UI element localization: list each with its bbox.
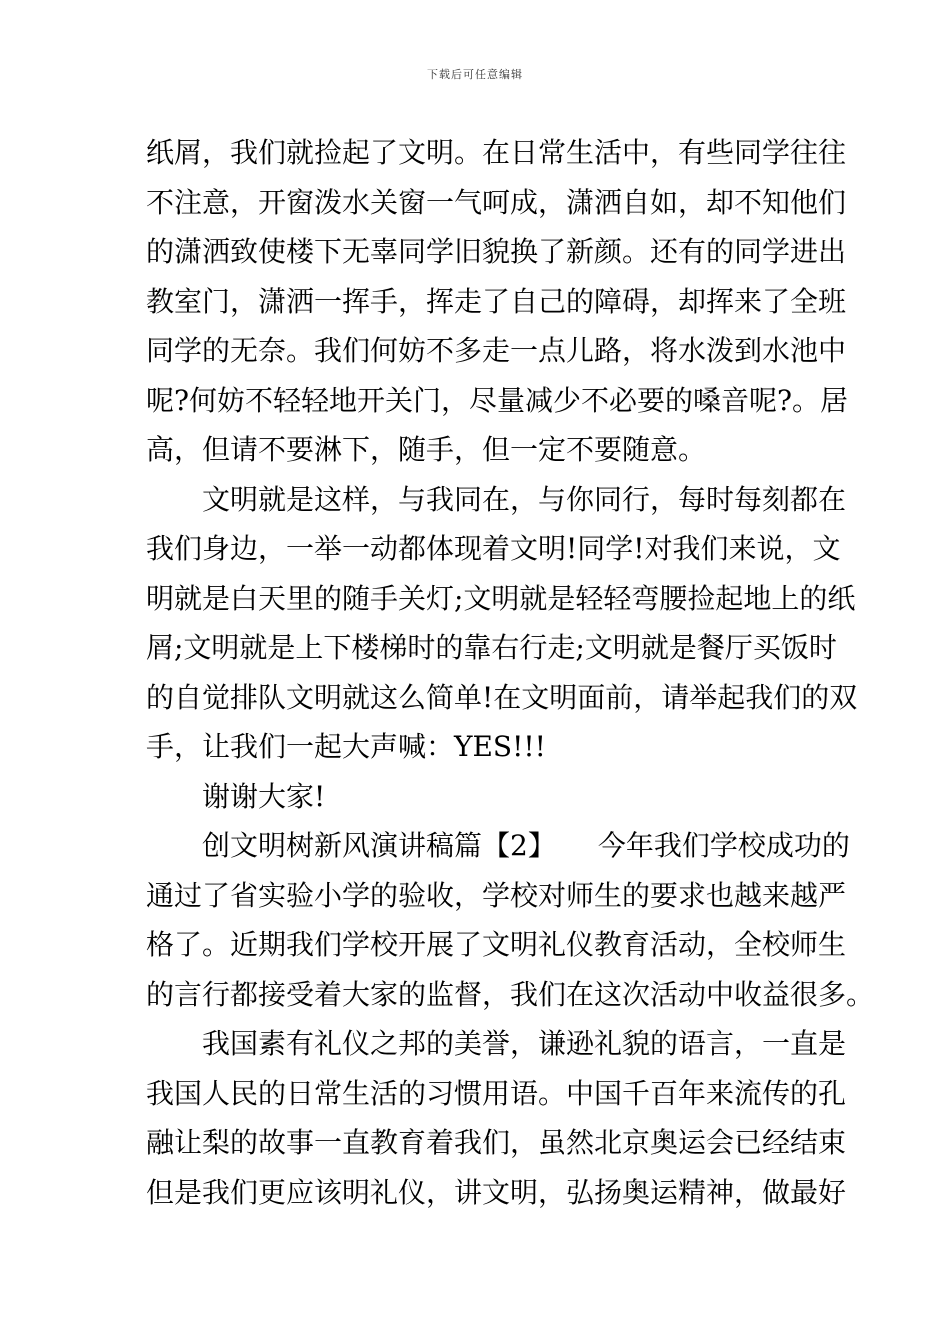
- text-line: 通过了省实验小学的验收，学校对师生的要求也越来越严: [146, 878, 847, 912]
- text-line: 呢?何妨不轻轻地开关门，尽量减少不必要的嗓音呢?。居: [146, 383, 849, 417]
- text-line: 的言行都接受着大家的监督，我们在这次活动中收益很多。: [146, 977, 875, 1011]
- text-line: 创文明树新风演讲稿篇【2】 今年我们学校成功的: [146, 829, 850, 862]
- text-line: 纸屑，我们就捡起了文明。在日常生活中，有些同学往往: [146, 136, 847, 169]
- text-line: 格了。近期我们学校开展了文明礼仪教育活动，全校师生: [146, 928, 847, 961]
- header-note: 下载后可任意编辑: [427, 68, 523, 81]
- text-line: 屑;文明就是上下楼梯时的靠右行走;文明就是餐厅买饭时: [146, 631, 837, 664]
- text-line: 我们身边，一举一动都体现着文明!同学!对我们来说，文: [146, 532, 841, 565]
- text-line: 谢谢大家!: [146, 779, 326, 813]
- text-line: 明就是白天里的随手关灯;文明就是轻轻弯腰捡起地上的纸: [146, 581, 856, 615]
- document-body: [146, 128, 875, 1217]
- text-line: 教室门，潇洒一挥手，挥走了自己的障碍，却挥来了全班: [146, 284, 847, 318]
- text-line: 我国素有礼仪之邦的美誉，谦逊礼貌的语言，一直是: [146, 1027, 847, 1060]
- text-line: 融让梨的故事一直教育着我们，虽然北京奥运会已经结束: [146, 1126, 847, 1159]
- text-line: 的自觉排队文明就这么简单!在文明面前，请举起我们的双: [146, 680, 858, 714]
- text-line: 高，但请不要淋下，随手，但一定不要随意。: [146, 433, 707, 466]
- text-line: 我国人民的日常生活的习惯用语。中国千百年来流传的孔: [146, 1076, 847, 1110]
- text-line: 同学的无奈。我们何妨不多走一点儿路，将水泼到水池中: [146, 334, 847, 367]
- text-line: 手，让我们一起大声喊：YES!!!: [146, 730, 546, 763]
- text-line: 文明就是这样，与我同在，与你同行，每时每刻都在: [146, 482, 847, 516]
- text-line: 的潇洒致使楼下无辜同学旧貌换了新颜。还有的同学进出: [146, 235, 847, 268]
- text-line: 不注意，开窗泼水关窗一气呵成，潇洒自如，却不知他们: [146, 185, 847, 219]
- text-line: 但是我们更应该明礼仪，讲文明，弘扬奥运精神，做最好: [146, 1175, 847, 1209]
